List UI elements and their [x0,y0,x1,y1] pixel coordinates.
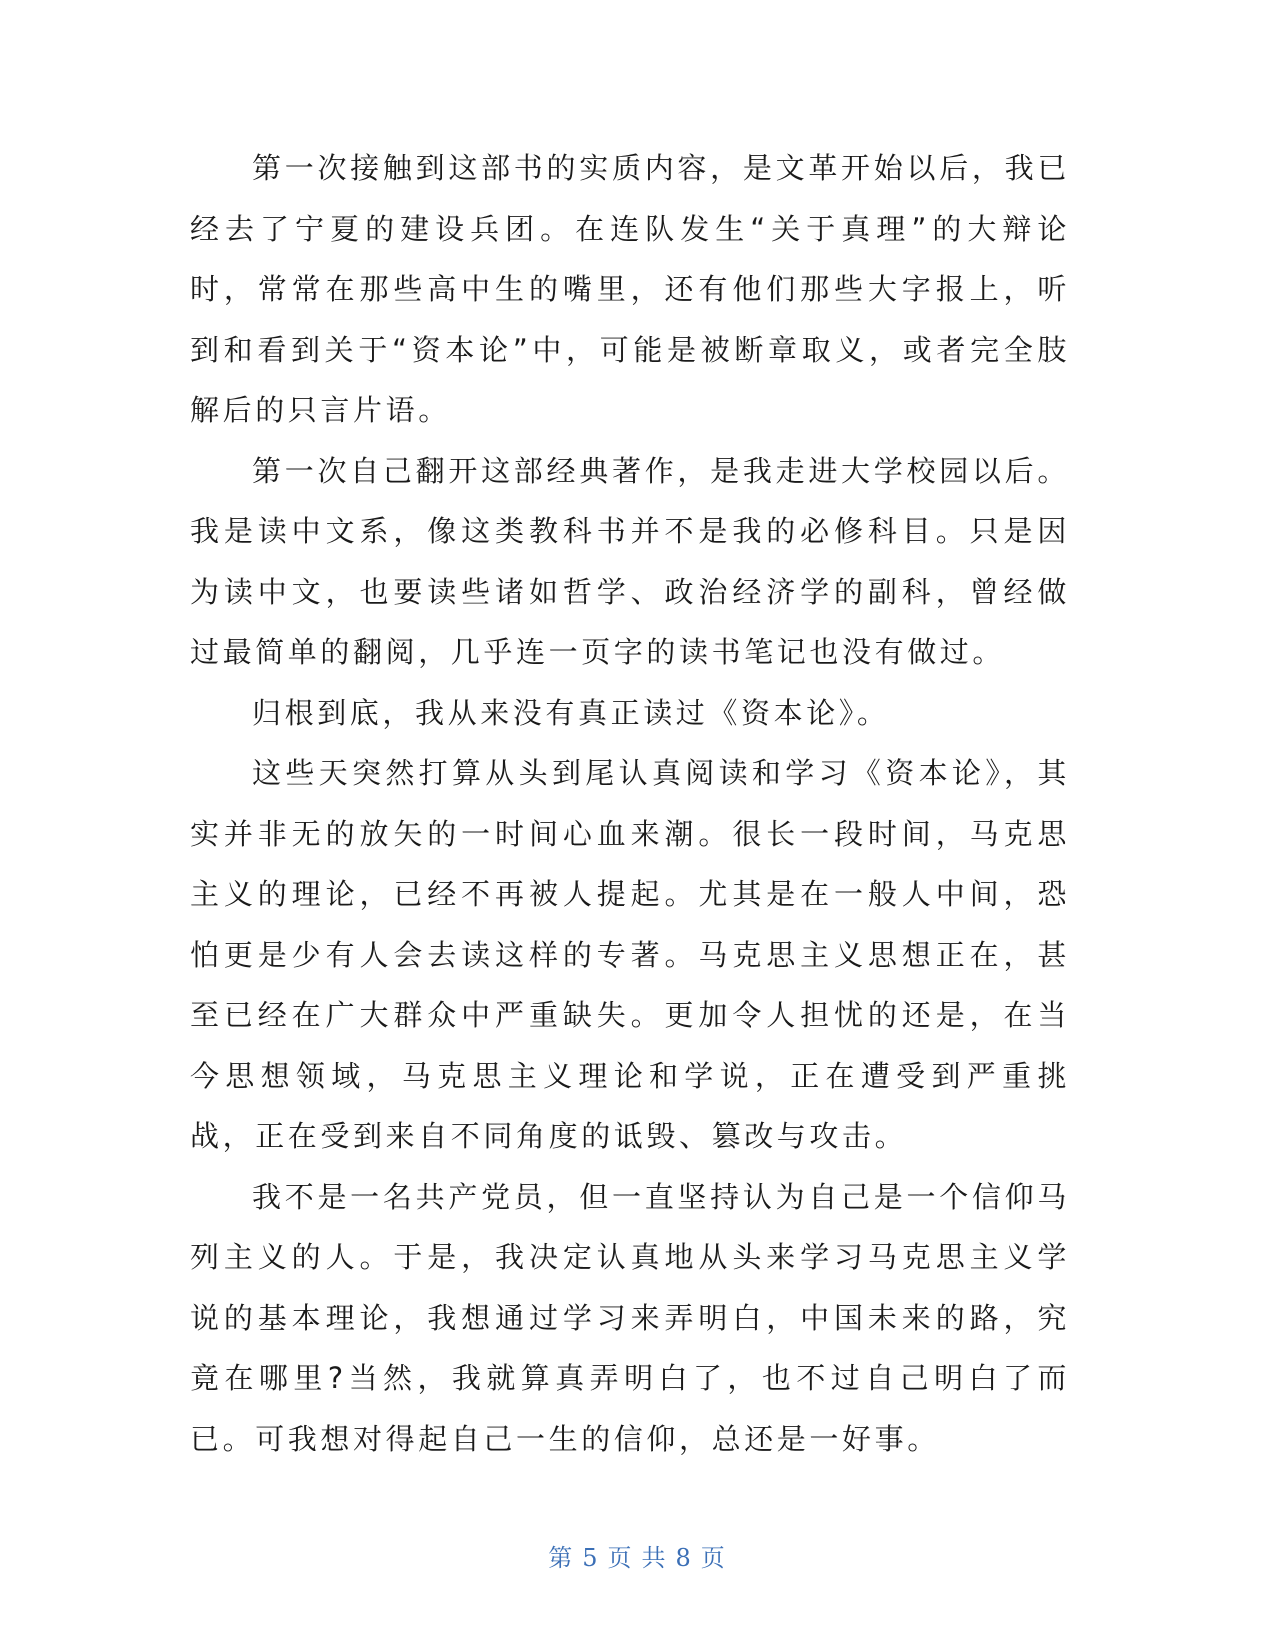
footer-label-page-unit: 页 [607,1544,634,1572]
paragraph-3: 归根到底，我从来没有真正读过《资本论》。 [252,695,890,730]
footer-label-page: 第 [548,1544,575,1572]
paragraph-1: 第一次接触到这部书的实质内容，是文革开始以后，我已经去了宁夏的建设兵团。在连队发生“关于真理”的大辩论时，常常在那些高中生的嘴里，还有他们那些大字报上，听到和看到关于“资本论”中，可能是被断章取义，或者完全肢解后的只言片语。 [190,151,1070,427]
footer-current-page: 5 [582,1544,600,1572]
footer-label-total: 共 [641,1544,668,1572]
page-number-footer [0,1538,1275,1573]
document-body [190,138,1070,1469]
paragraph-2: 第一次自己翻开这部经典著作，是我走进大学校园以后。我是读中文系，像这类教科书并不是我的必修科目。只是因为读中文，也要读些诸如哲学、政治经济学的副科，曾经做过最简单的翻阅，几乎连一页字的读书笔记也没有做过。 [190,453,1070,669]
paragraph-4: 这些天突然打算从头到尾认真阅读和学习《资本论》，其实并非无的放矢的一时间心血来潮。很长一段时间，马克思主义的理论，已经不再被人提起。尤其是在一般人中间，恐怕更是少有人会去读这样的专著。马克思主义思想正在，甚至已经在广大群众中严重缺失。更加令人担忧的还是，在当今思想领域，马克思主义理论和学说，正在遭受到严重挑战，正在受到来自不同角度的诋毁、篡改与攻击。 [190,756,1070,1153]
paragraph-5: 我不是一名共产党员，但一直坚持认为自己是一个信仰马列主义的人。于是，我决定认真地从头来学习马克思主义学说的基本理论，我想通过学习来弄明白，中国未来的路，究竟在哪里?当然，我就算真弄明白了，也不过自己明白了而已。可我想对得起自己一生的信仰，总还是一好事。 [190,1179,1070,1456]
footer-total-pages: 8 [675,1544,693,1572]
footer-label-total-unit: 页 [700,1544,727,1572]
